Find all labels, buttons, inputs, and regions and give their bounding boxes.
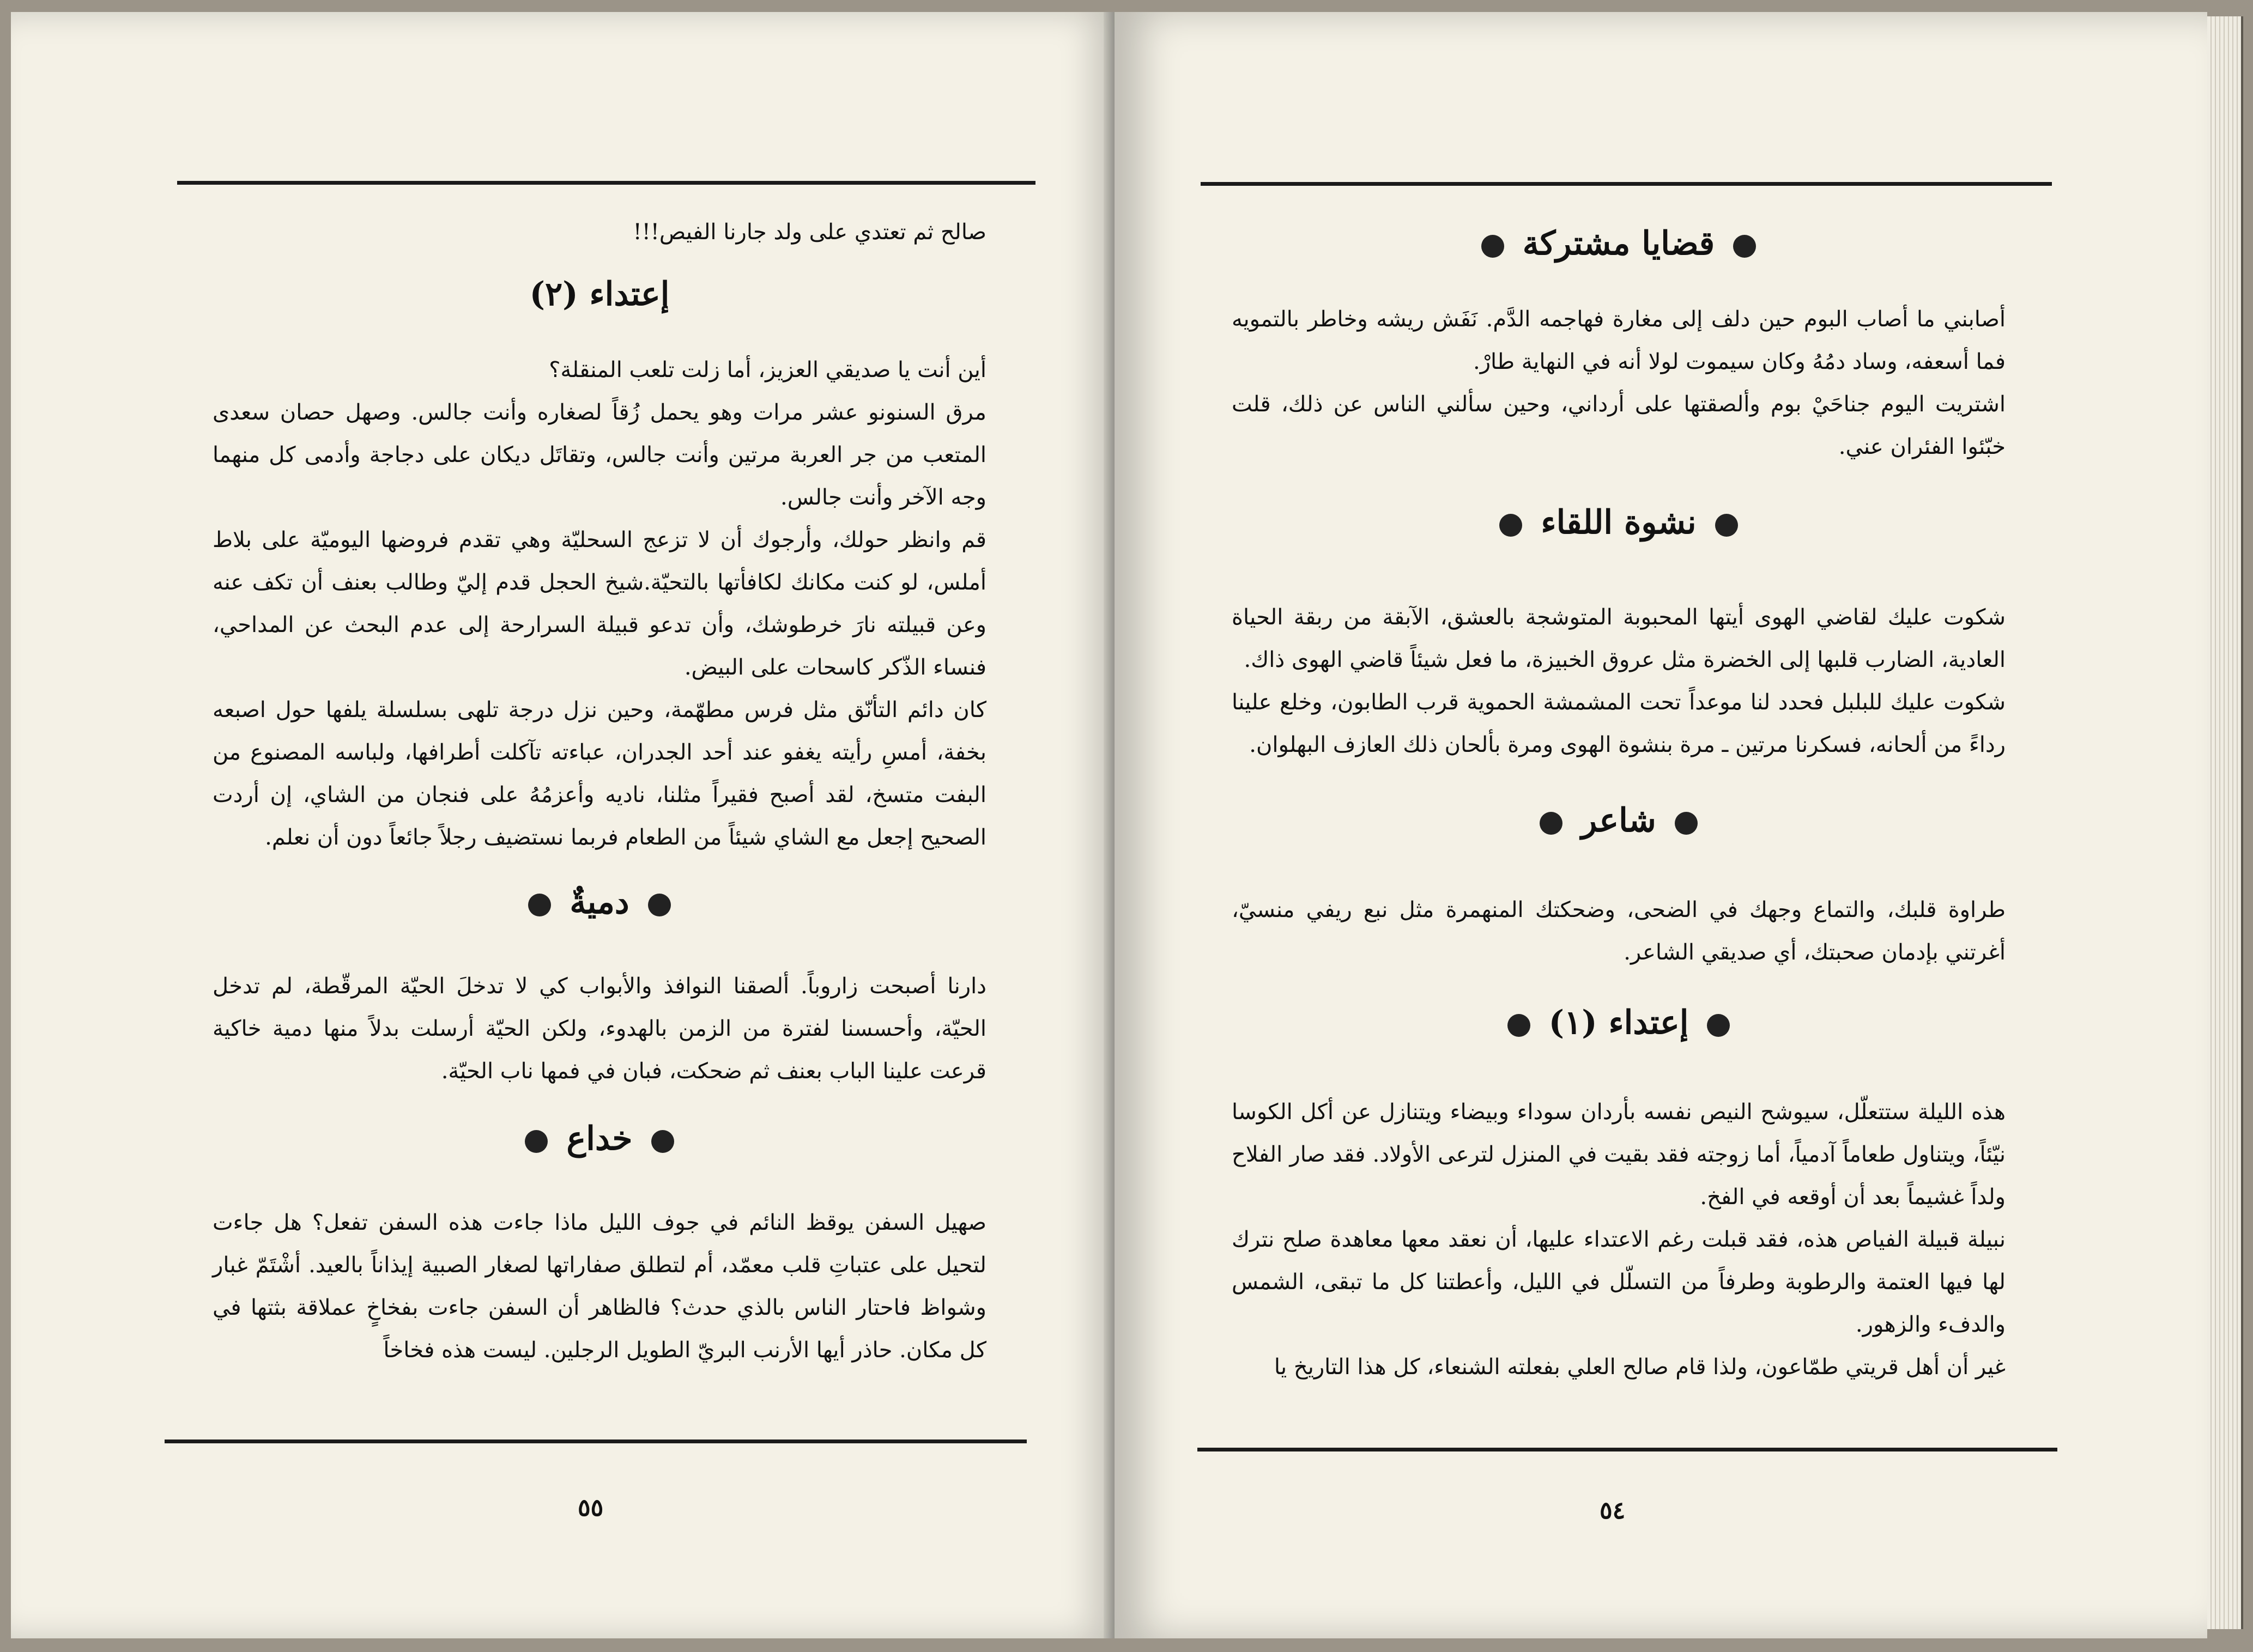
bullet-icon xyxy=(1707,1014,1730,1037)
section-heading-iitida-1: إعتداء (١) xyxy=(1232,998,2006,1047)
section-heading-khidaa: خداع xyxy=(213,1114,986,1163)
top-rule xyxy=(1201,182,2052,186)
paragraph: غير أن أهل قريتي طمّاعون، ولذا قام صالح العلي بفعلته الشنعاء، كل هذا التاريخ يا xyxy=(1274,1355,2006,1380)
section-heading-nashwat-alliqaa: نشوة اللقاء xyxy=(1232,498,2006,547)
bullet-icon xyxy=(1481,235,1504,258)
section-heading-iitida-2: إعتداء (٢) xyxy=(529,275,670,313)
left-page xyxy=(11,12,1115,1638)
page-edges xyxy=(2207,16,2243,1629)
bullet-icon xyxy=(1507,1014,1530,1037)
paragraph: أصابني ما أصاب البوم حين دلف إلى مغارة فهاجمه الدَّم. نَفَش ريشه وخاطر بالتمويه فما أسعفه، وساد دمُهُ وكان سيموت لولا أنه في النهاية طارْ. xyxy=(1232,307,2006,374)
section-heading-shaer: شاعر xyxy=(1232,796,2006,845)
paragraph: نبيلة قبيلة الفياص هذه، فقد قبلت رغم الاعتداء عليها، أن نعقد معها معاهدة صلح نترك لها فيها العتمة والرطوبة وطرفاً من التسلّل في الليل، وأعطتنا كل ما تبقى، الشمس والدفء والزهور. xyxy=(1232,1227,2006,1337)
paragraph: كان دائم التأنّق مثل فرس مطهّمة، وحين نزل درجة تلهى بسلسلة يلفها حول اصبعه بخفة، أمسِ رأيته يغفو عند أحد الجدران، عباءته تآكلت أطرافها، ولباسه المصنوع من البفت متسخ، لقد أصبح فقيراً مثلنا، ناديه وأعزمُهُ على فنجان من الشاي، إن أردت الصحيح إجعل مع الشاي شيئاً من الطعام فربما نستضيف رجلاً جائعاً دون أن نعلم. xyxy=(213,697,986,850)
paragraph: أين أنت يا صديقي العزيز، أما زلت تلعب المنقلة؟ xyxy=(549,357,986,382)
top-rule xyxy=(177,181,1035,185)
page-number: ٥٥ xyxy=(578,1494,604,1522)
section-heading-dumya: دميةٌ xyxy=(213,878,986,927)
left-page-body xyxy=(213,211,986,1371)
bottom-rule xyxy=(165,1440,1027,1443)
paragraph: مرق السنونو عشر مرات وهو يحمل زُقاً لصغاره وأنت جالس. وصهل حصان سعدى المتعب من جر العربة مرتين وأنت جالس، وتقاتَل ديكان على دجاجة وأدمى كل منهما وجه الآخر وأنت جالس. xyxy=(213,400,986,510)
right-page xyxy=(1115,12,2207,1638)
paragraph: شكوت عليك للبلبل فحدد لنا موعداً تحت المشمشة الحموية قرب الطابون، وخلع علينا رداءً من ألحانه، فسكرنا مرتين ـ مرة بنشوة الهوى ومرة بألحان ذلك العازف البهلوان. xyxy=(1232,690,2006,757)
bullet-icon xyxy=(528,894,551,916)
bullet-icon xyxy=(1675,812,1698,835)
right-page-body xyxy=(1232,219,2006,1388)
bullet-icon xyxy=(525,1130,548,1153)
paragraph: صهيل السفن يوقظ النائم في جوف الليل ماذا جاءت هذه السفن تفعل؟ هل جاءت لتحيل على عتباتِ قلب معمّد، أم لتطلق صفاراتها لصغار الصبية إيذاناً بالعيد. أشْتَمّ غبار وشواظ فاحتار الناس بالذي حدث؟ فالظاهر أن السفن جاءت بفخاخٍ عملاقة بثتها في كل مكان. حاذر أيها الأرنب البريّ الطويل الرجلين. ليست هذه فخاخاً xyxy=(213,1210,986,1363)
section-heading-qadaya-mushtaraka: قضايا مشتركة xyxy=(1232,219,2006,268)
bullet-icon xyxy=(651,1130,674,1153)
bullet-icon xyxy=(1499,514,1522,537)
page-number: ٥٤ xyxy=(1600,1497,1626,1525)
paragraph: طراوة قلبك، والتماع وجهك في الضحى، وضحكتك المنهمرة مثل نبع ريفي منسيّ، أغرتني بإدمان صحبتك، أي صديقي الشاعر. xyxy=(1232,897,2006,965)
bullet-icon xyxy=(1540,812,1562,835)
bullet-icon xyxy=(648,894,671,916)
bullet-icon xyxy=(1733,235,1756,258)
paragraph: دارنا أصبحت زاروباً. ألصقنا النوافذ والأبواب كي لا تدخلَ الحيّة المرقّطة، لم تدخل الحيّة، وأحسسنا لفترة من الزمن بالهدوء، ولكن الحيّة أرسلت بدلاً منها دمية خاكية قرعت علينا الباب بعنف ثم ضحكت، فبان في فمها ناب الحيّة. xyxy=(213,974,986,1084)
paragraph: هذه الليلة ستتعلّل، سيوشح النيص نفسه بأردان سوداء وبيضاء ويتنازل عن أكل الكوسا نيّئاً، ويتناول طعاماً آدمياً، أما زوجته فقد بقيت في المنزل لترعى الأولاد. فقد صار الفلاح ولداً غشيماً بعد أن أوقعه في الفخ. xyxy=(1232,1100,2006,1210)
bottom-rule xyxy=(1197,1448,2057,1451)
paragraph: اشتريت اليوم جناحَيْ بوم وألصقتها على أرداني، وحين سألني الناس عن ذلك، قلت خبّئوا الفئران عني. xyxy=(1232,392,2006,459)
bullet-icon xyxy=(1715,514,1738,537)
paragraph: قم وانظر حولك، وأرجوك أن لا تزعج السحليّة وهي تقدم فروضها اليوميّة على بلاط أملس، لو كنت مكانك لكافأتها بالتحيّة.شيخ الحجل قدم إليّ وطالب بعنف أن تكف عنه وعن قبيلته نارَ خرطوشك، وأن تدعو قبيلة السرارحة إلى عدم البحث عن المداحي، فنساء الذّكر كاسحات على البيض. xyxy=(213,527,986,680)
paragraph: شكوت عليك لقاضي الهوى أيتها المحبوبة المتوشجة بالعشق، الآبقة من ربقة الحياة العادية، الضارب قلبها إلى الخضرة مثل عروق الخبيزة، ما فعل شيئاً قاضي الهوى ذاك. xyxy=(1232,605,2006,672)
intro-line: صالح ثم تعتدي على ولد جارنا الفيص!!! xyxy=(633,220,986,245)
